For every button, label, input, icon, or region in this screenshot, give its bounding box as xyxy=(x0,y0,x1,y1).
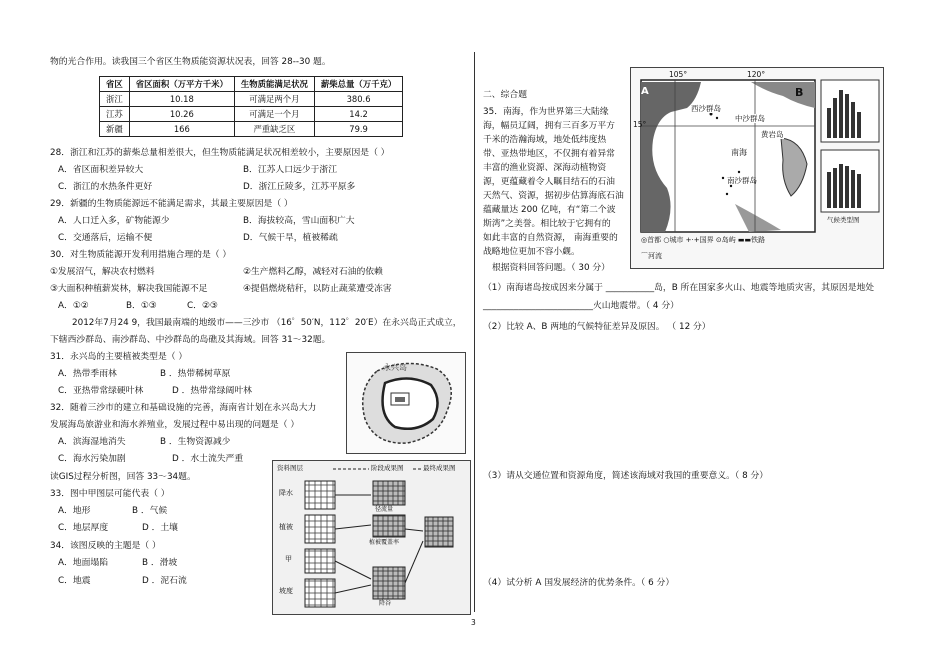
q29-option-a: A．人口迁入多，矿物能源少 xyxy=(58,216,170,226)
gis-process-figure xyxy=(272,460,471,615)
q29-stem: 29．新疆的生物质能源远不能满足需求，其最主要原因是（ ） xyxy=(50,199,293,209)
q30-item-1: ①发展沼气，解决农村燃料 xyxy=(50,267,155,277)
map-lat-15: 15° xyxy=(633,120,647,129)
q35-sub1-a: （1）南海诸岛按成因来分属于 ___________岛，B 所在国家多火山、地震等地质灾害，其原因是地处 xyxy=(483,283,875,293)
table-header: 生物质能满足状况 xyxy=(234,77,314,92)
q35-prompt: 根据资料回答问题。（ 30 分） xyxy=(492,263,610,273)
yongxing-island-figure xyxy=(346,352,466,454)
q31-option-b: B ．热带稀树草原 xyxy=(160,369,231,379)
map-label-xisha: 西沙群岛 xyxy=(691,104,721,113)
map-legend: ◎首都 ○城市 +·+国界 ⊙岛屿 ▬▬铁路 xyxy=(641,236,766,244)
table-cell: 可满足一个月 xyxy=(234,107,314,122)
q35-line: 战略地位更加不容小觑。 xyxy=(483,247,580,257)
q35-line: 蕴藏量达 200 亿吨，有“第二个波 xyxy=(483,205,616,215)
q34-option-a: A．地面塌陷 xyxy=(58,558,109,568)
table-row xyxy=(100,107,403,122)
q32-option-c: C．海水污染加剧 xyxy=(58,454,126,464)
map-label-a: A xyxy=(641,86,649,97)
table-cell: 166 xyxy=(129,122,234,137)
q31-stem: 31．永兴岛的主要植被类型是（ ） xyxy=(50,352,188,362)
island-label: 永兴岛 xyxy=(383,363,407,372)
table-cell: 严重缺乏区 xyxy=(234,122,314,137)
q28-option-c: C．浙江的水热条件更好 xyxy=(58,182,153,192)
gis-layer-jia: 甲 xyxy=(285,555,292,563)
q34-stem: 34．该图反映的主题是（ ） xyxy=(50,541,161,551)
q29-option-b: B．海拔较高，雪山面积广大 xyxy=(243,216,355,226)
q28-option-d: D．浙江丘陵多，江苏平原多 xyxy=(243,182,356,192)
table-cell: 10.26 xyxy=(129,107,234,122)
q35-line: 带、亚热带地区，不仅拥有着异常 xyxy=(483,149,615,159)
map-label-huangyan: 黄岩岛 xyxy=(761,130,784,139)
q35-sub4: （4）试分析 A 国发展经济的优势条件。（ 6 分） xyxy=(483,578,675,588)
gis-intro: 读GIS过程分析图，回答 33～34题。 xyxy=(50,472,196,482)
q28-option-b: B．江苏人口远少于浙江 xyxy=(243,165,338,175)
q34-option-c: C．地震 xyxy=(58,576,91,586)
map-label-zhongsha: 中沙群岛 xyxy=(735,114,765,123)
map-label-nanhai: 南海 xyxy=(731,148,747,157)
q34-option-d: D ．泥石流 xyxy=(142,576,187,586)
q33-option-b: B ．气候 xyxy=(132,506,168,516)
gis-stage-valley: 降谷 xyxy=(379,600,392,607)
passage31-line2: 下辖西沙群岛、南沙群岛、中沙群岛的岛礁及其海域。回答 31～32题。 xyxy=(50,335,331,345)
q35-sub1-b: _________________________火山地震带。（ 4 分） xyxy=(483,301,679,311)
q29-option-c: C．交通落后，运输不便 xyxy=(58,233,153,243)
table-cell: 14.2 xyxy=(314,107,402,122)
gis-header-final-result: 最终成果图 xyxy=(423,464,456,472)
table-header: 省区面积（万平方千米） xyxy=(129,77,234,92)
south-china-sea-map xyxy=(630,67,884,269)
gis-header-data-layers: 资料图层 xyxy=(277,464,303,472)
q33-option-c: C．地层厚度 xyxy=(58,523,109,533)
climate-chart-caption: 气候类型图 xyxy=(827,216,860,224)
q35-line: 千米的浩瀚海域，地处低纬度热 xyxy=(483,135,607,145)
passage31-line1: 2012年7月24 9，我国最南端的地级市——三沙市 （16゜50′N，112゜20′E）在永兴岛正式成立， xyxy=(72,318,462,328)
resource-table xyxy=(99,76,403,137)
q35-sub2: （2）比较 A、B 两地的气候特征差异及原因。 （ 12 分） xyxy=(483,322,711,332)
gis-diagram-graphic xyxy=(273,461,470,614)
q30-option-a: A．①② xyxy=(58,301,89,311)
table-cell: 江苏 xyxy=(100,107,130,122)
q33-option-d: D ．土壤 xyxy=(142,523,178,533)
intro-line: 物的光合作用。读我国三个省区生物质能资源状况表，回答 28--30 题。 xyxy=(50,57,331,67)
table-cell: 新疆 xyxy=(100,122,130,137)
q30-item-4: ④提倡燃烧秸秆，以防止蔬菜遭受冻害 xyxy=(243,284,392,294)
q33-stem: 33．图中甲图层可能代表（ ） xyxy=(50,489,170,499)
column-divider xyxy=(474,52,475,612)
q32-option-d: D ．水土流失严重 xyxy=(172,454,244,464)
section-heading: 二、综合题 xyxy=(483,90,527,100)
q30-option-c: C．②③ xyxy=(187,301,218,311)
table-header: 薪柴总量（万千克） xyxy=(314,77,402,92)
q31-option-a: A．热带季雨林 xyxy=(58,369,117,379)
q30-stem: 30．对生物质能源开发利用措施合理的是（ ） xyxy=(50,250,232,260)
q35-line: 海，幅员辽阔，拥有三百多万平方 xyxy=(483,121,615,131)
table-cell: 10.18 xyxy=(129,92,234,107)
q31-option-d: D ．热带常绿阔叶林 xyxy=(172,386,252,396)
q29-option-d: D．气候干旱，植被稀疏 xyxy=(243,233,338,243)
q35-line: 丰富的渔业资源、深海动植物资 xyxy=(483,163,607,173)
table-header-row xyxy=(100,77,403,92)
table-cell: 380.6 xyxy=(314,92,402,107)
q32-option-a: A．滨海湿地消失 xyxy=(58,437,126,447)
q32-stem-1: 32．随着三沙市的建立和基础设施的完善，海南省计划在永兴岛大力 xyxy=(50,403,317,413)
table-row xyxy=(100,122,403,137)
q31-option-c: C．亚热带常绿硬叶林 xyxy=(58,386,144,396)
gis-layer-precipitation: 降水 xyxy=(279,489,293,497)
map-label-nansha: 南沙群岛 xyxy=(727,176,757,185)
map-lon-105: 105° xyxy=(669,70,688,79)
q30-item-2: ②生产燃料乙醇，减轻对石油的依赖 xyxy=(243,267,383,277)
page-number: 3 xyxy=(471,618,476,627)
gis-layer-vegetation: 植被 xyxy=(279,523,293,531)
gis-layer-slope: 坡度 xyxy=(279,587,293,595)
table-cell: 可满足两个月 xyxy=(234,92,314,107)
q35-line: 源，更蕴藏着令人瞩目结石的石油 xyxy=(483,177,615,187)
q32-option-b: B ．生物资源减少 xyxy=(160,437,231,447)
q28-stem: 28．浙江和江苏的薪柴总量相差很大，但生物质能满足状况相差较小，主要原因是（ ） xyxy=(50,148,390,158)
q33-option-a: A．地形 xyxy=(58,506,91,516)
gis-header-stage-results: 阶段成果图 xyxy=(371,464,404,472)
q30-item-3: ③大面积种植薪炭林，解决我国能源不足 xyxy=(50,284,208,294)
q30-option-b: B．①③ xyxy=(126,301,157,311)
gis-stage-vegetation-cover: 植被覆盖率 xyxy=(369,539,400,546)
q35-line: 天然气、资源，据初步估算海底石油 xyxy=(483,191,624,201)
gis-stage-runoff: 径流量 xyxy=(375,506,394,513)
q35-line: 斯湾”之美誉。相比较于它拥有的 xyxy=(483,219,611,229)
q35-line: 如此丰富的自然资源， 南海重要的 xyxy=(483,233,618,243)
q35-sub3: （3）请从交通位置和资源角度，简述该海域对我国的重要意义。（ 8 分） xyxy=(483,471,769,481)
table-row xyxy=(100,92,403,107)
q28-option-a: A．省区面积差异较大 xyxy=(58,165,144,175)
q32-stem-2: 发展海岛旅游业和海水养殖业，发展过程中易出现的问题是（ ） xyxy=(50,420,300,430)
table-cell: 浙江 xyxy=(100,92,130,107)
map-label-b: B xyxy=(795,86,804,99)
q35-line: 35．南海，作为世界第三大陆缘 xyxy=(483,107,609,117)
map-lon-120: 120° xyxy=(747,70,766,79)
q34-option-b: B ．滑坡 xyxy=(142,558,178,568)
table-header: 省区 xyxy=(100,77,130,92)
map-legend-river: ⌒河流 xyxy=(641,252,662,260)
table-cell: 79.9 xyxy=(314,122,402,137)
